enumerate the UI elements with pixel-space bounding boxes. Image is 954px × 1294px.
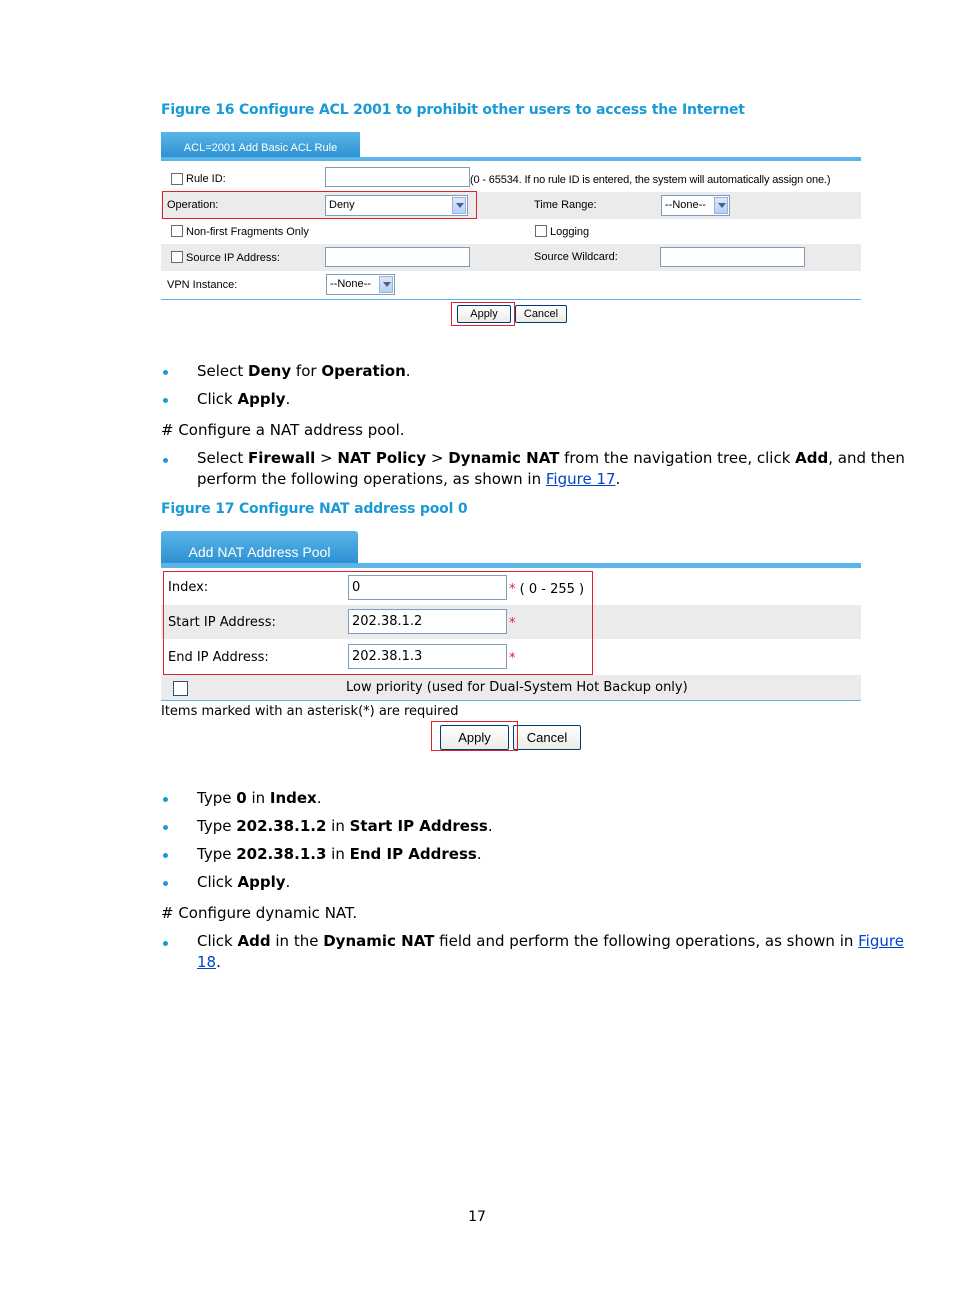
step-type-end-ip: Type 202.38.1.3 in End IP Address.: [197, 845, 482, 863]
index-input[interactable]: 0: [348, 575, 507, 600]
start-ip-input[interactable]: 202.38.1.2: [348, 609, 507, 634]
source-wildcard-input[interactable]: [660, 247, 805, 267]
fields-highlight: [163, 571, 593, 675]
nat-pool-panel: [161, 531, 861, 753]
apply-highlight: [431, 721, 518, 751]
bullet: [163, 370, 168, 375]
source-ip-label: Source IP Address:: [186, 252, 280, 264]
logging-label: Logging: [550, 226, 590, 238]
end-ip-input[interactable]: 202.38.1.3: [348, 644, 507, 669]
time-range-value: --None--: [665, 199, 706, 211]
step-type-index: Type 0 in Index.: [197, 789, 322, 807]
operation-value: Deny: [329, 199, 355, 211]
low-priority-checkbox[interactable]: [173, 681, 188, 696]
bullet: [163, 853, 168, 858]
apply-button[interactable]: Apply: [457, 305, 511, 323]
start-ip-label: Start IP Address:: [168, 615, 276, 630]
index-hint: * ( 0 - 255 ): [509, 582, 585, 597]
step-click-apply-2: Click Apply.: [197, 873, 291, 891]
bullet: [163, 398, 168, 403]
figure17-caption: Figure 17 Configure NAT address pool 0: [161, 501, 468, 517]
tab-underline: [161, 157, 861, 161]
cancel-button[interactable]: Cancel: [515, 305, 567, 323]
time-range-select[interactable]: [661, 195, 730, 216]
step-type-start-ip: Type 202.38.1.2 in Start IP Address.: [197, 817, 493, 835]
start-ip-required: *: [509, 616, 516, 631]
bullet: [163, 458, 168, 463]
bullet: [163, 825, 168, 830]
tab-add-nat-address-pool[interactable]: Add NAT Address Pool: [161, 531, 358, 565]
operation-highlight: [162, 191, 477, 219]
non-first-fragments-checkbox[interactable]: [171, 225, 183, 237]
figure16-caption: Figure 16 Configure ACL 2001 to prohibit other users to access the Internet: [161, 102, 745, 118]
figure18-link[interactable]: Figure: [858, 932, 904, 950]
bullet: [163, 881, 168, 886]
page-number: 17: [468, 1209, 486, 1225]
index-label: Index:: [168, 580, 209, 595]
panel-bottom-line: [161, 700, 861, 701]
vpn-instance-value: --None--: [330, 278, 371, 290]
rule-id-checkbox[interactable]: [171, 173, 183, 185]
rule-id-hint: (0 - 65534. If no rule ID is entered, the system will automatically assign one.): [470, 174, 831, 186]
non-first-fragments-label: Non-first Fragments Only: [186, 226, 309, 238]
operation-label: Operation:: [167, 199, 219, 211]
rule-id-input[interactable]: [325, 167, 470, 187]
time-range-label: Time Range:: [534, 199, 597, 211]
figure17-link[interactable]: Figure 17: [545, 470, 616, 488]
step-select-deny: Select Deny for Operation.: [197, 362, 411, 380]
step-click-add: Click Add in the Dynamic NAT field and perform the following operations, as shown in Figure 18.: [197, 932, 904, 971]
end-ip-label: End IP Address:: [168, 650, 269, 665]
chevron-down-icon: [714, 197, 728, 214]
para-configure-dynamic-nat: # Configure dynamic NAT.: [161, 904, 358, 922]
para-configure-nat-pool: # Configure a NAT address pool.: [161, 421, 405, 439]
panel-bottom-line: [161, 299, 861, 300]
low-priority-label: Low priority (used for Dual-System Hot Backup only): [346, 680, 688, 695]
source-ip-input[interactable]: [325, 247, 470, 267]
vpn-instance-select[interactable]: [326, 274, 395, 295]
tab-acl-add-basic-rule[interactable]: ACL=2001 Add Basic ACL Rule: [161, 132, 360, 159]
vpn-instance-label: VPN Instance:: [167, 279, 238, 291]
bullet: [163, 797, 168, 802]
logging-checkbox[interactable]: [535, 225, 547, 237]
apply-highlight: [451, 302, 515, 326]
figure18-link-continued[interactable]: 18: [197, 953, 217, 971]
step-click-apply: Click Apply.: [197, 390, 291, 408]
end-ip-required: *: [509, 651, 516, 666]
step-select-dynamic-nat: Select Firewall > NAT Policy > Dynamic NAT from the navigation tree, click Add, and then perform the following operations, as shown in Figure 17.: [197, 449, 905, 488]
required-note: Items marked with an asterisk(*) are required: [161, 704, 459, 719]
acl-rule-panel: [161, 132, 861, 327]
chevron-down-icon: [379, 276, 393, 293]
cancel-button[interactable]: Cancel: [513, 725, 581, 750]
source-ip-checkbox[interactable]: [171, 251, 183, 263]
apply-button[interactable]: Apply: [440, 725, 509, 750]
source-wildcard-label: Source Wildcard:: [534, 251, 618, 263]
rule-id-label: Rule ID:: [186, 173, 226, 185]
tab-underline: [161, 563, 861, 568]
bullet: [163, 941, 168, 946]
